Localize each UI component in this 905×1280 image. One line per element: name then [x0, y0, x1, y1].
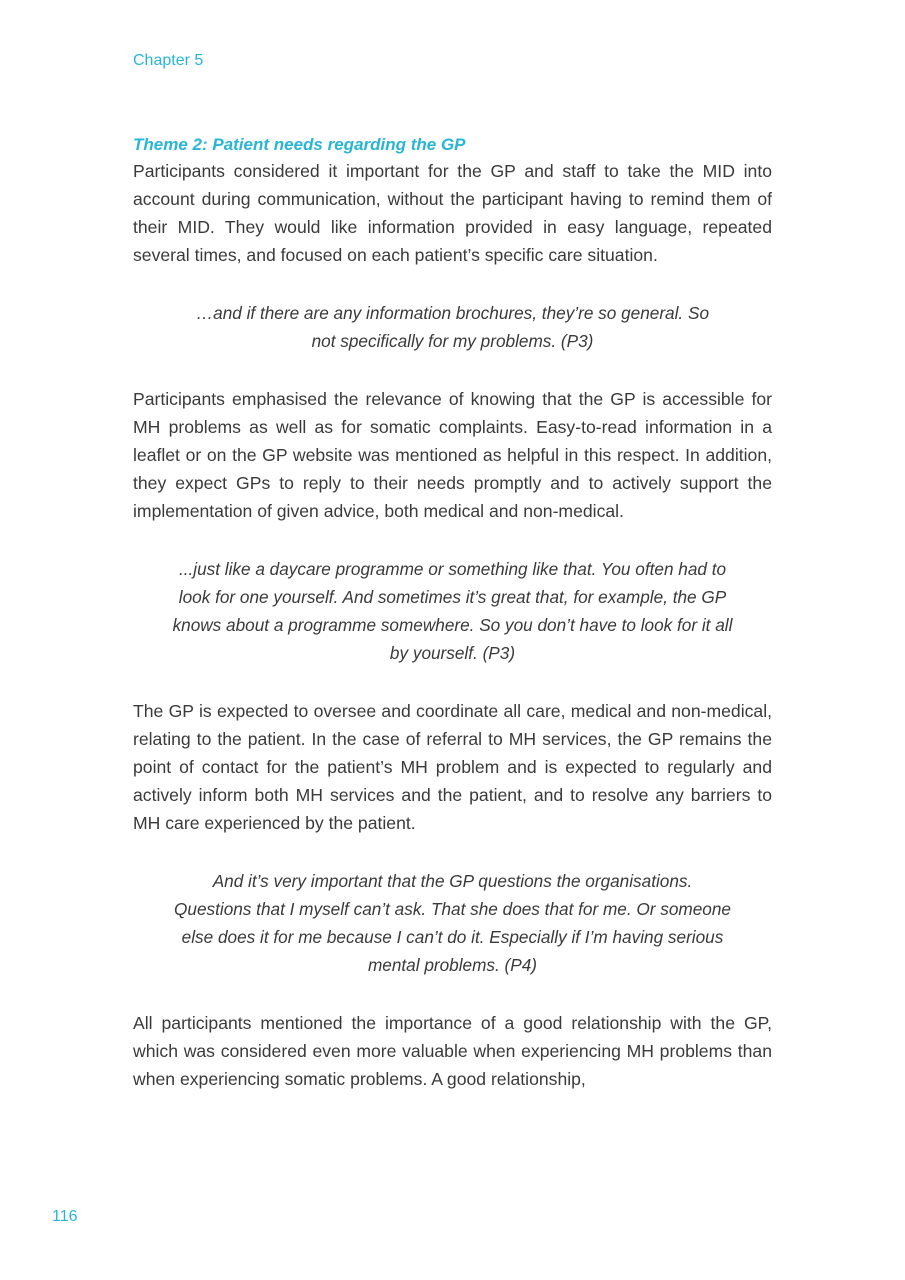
participant-quote: And it’s very important that the GP questions the organisations. Questions that I myself can’t ask. That she does that for me. Or someone else does it for me because I can’t do it. Especially if I’m having serious mental problems. (P4)	[174, 871, 731, 975]
page-number: 116	[52, 1208, 78, 1225]
section-title: Theme 2: Patient needs regarding the GP	[133, 135, 466, 154]
participant-quote: …and if there are any information brochures, they’re so general. So not specifically for my problems. (P3)	[195, 303, 710, 351]
paragraph: All participants mentioned the importance of a good relationship with the GP, which was considered even more valuable when experiencing MH problems than when experiencing somatic problems. A good relationship,	[133, 1013, 772, 1089]
participant-quote: ...just like a daycare programme or something like that. You often had to look for one yourself. And sometimes it’s great that, for example, the GP knows about a programme somewhere. So you don’t have to look for it all by yourself. (P3)	[172, 559, 733, 663]
paragraph: Participants emphasised the relevance of knowing that the GP is accessible for MH problems as well as for somatic complaints. Easy-to-read information in a leaflet or on the GP website was mentioned as helpful in this respect. In addition, they expect GPs to reply to their needs promptly and to actively support the implementation of given advice, both medical and non-medical.	[133, 389, 772, 521]
paragraph: Participants considered it important for the GP and staff to take the MID into account during communication, without the participant having to remind them of their MID. They would like information provided in easy language, repeated several times, and focused on each patient’s specific care situation.	[133, 161, 772, 265]
paragraph: The GP is expected to oversee and coordinate all care, medical and non-medical, relating to the patient. In the case of referral to MH services, the GP remains the point of contact for the patient’s MH problem and is expected to regularly and actively inform both MH services and the patient, and to resolve any barriers to MH care experienced by the patient.	[133, 701, 772, 833]
running-head: Chapter 5	[133, 52, 204, 69]
main-content	[133, 133, 772, 1093]
